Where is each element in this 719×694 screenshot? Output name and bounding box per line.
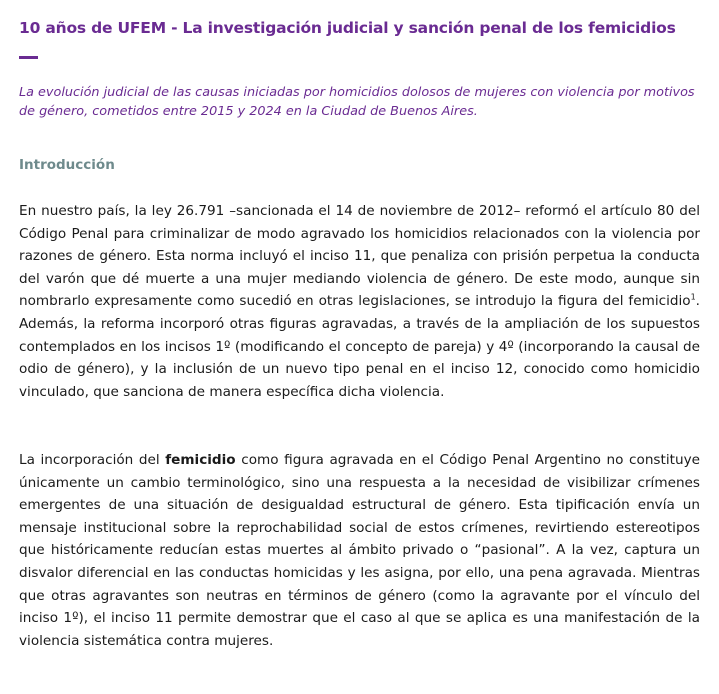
paragraph-1-text-b: . Además, la reforma incorporó otras figuras agravadas, a través de la ampliación de los supuestos contemplados en los incisos 1º (modificando el concepto de pareja) y 4º (incorporando la causal de odio de género), y la inclusión de un nuevo tipo penal en el inciso 12, conocido como homicidio vinculado, que sanciona de manera específica dicha violencia.	[19, 293, 700, 400]
intro-paragraph-1	[19, 200, 700, 403]
paragraph-2-text-a: La incorporación del	[19, 452, 166, 468]
paragraph-2-text-b: como figura agravada en el Código Penal Argentino no constituye únicamente un cambio terminológico, sino una respuesta a la necesidad de visibilizar crímenes emergentes de una situación de desigualdad estructural de género. Esta tipificación envía un mensaje institucional sobre la reprochabilidad social de estos crímenes, revirtiendo estereotipos que históricamente reducían estas muertes al ámbito privado o “pasional”. A la vez, captura un disvalor diferencial en las conductas homicidas y les asigna, por ello, una pena agravada. Mientras que otras agravantes son neutras en términos de género (como la agravante por el vínculo del inciso 1º), el inciso 11 permite demostrar que el caso al que se aplica es una manifestación de la violencia sistemática contra mujeres.	[19, 452, 700, 649]
title-underline-rule	[19, 56, 38, 59]
section-heading-introduccion: Introducción	[19, 157, 115, 173]
intro-paragraph-2	[19, 449, 700, 652]
paragraph-2-bold-term: femicidio	[165, 452, 236, 468]
paragraph-1-text-a: En nuestro país, la ley 26.791 –sancionada el 14 de noviembre de 2012– reformó el artículo 80 del Código Penal para criminalizar de modo agravado los homicidios relacionados con la violencia por razones de género. Esta norma incluyó el inciso 11, que penaliza con prisión perpetua la conducta del varón que dé muerte a una mujer mediando violencia de género. De este modo, aunque sin nombrarlo expresamente como sucedió en otras legislaciones, se introdujo la figura del femicidio	[19, 203, 700, 310]
article-subtitle: La evolución judicial de las causas iniciadas por homicidios dolosos de mujeres con violencia por motivos de género, cometidos entre 2015 y 2024 en la Ciudad de Buenos Aires.	[19, 85, 695, 119]
footnote-ref-1[interactable]: 1	[690, 292, 696, 302]
article-title: 10 años de UFEM - La investigación judicial y sanción penal de los femicidios	[19, 19, 676, 37]
